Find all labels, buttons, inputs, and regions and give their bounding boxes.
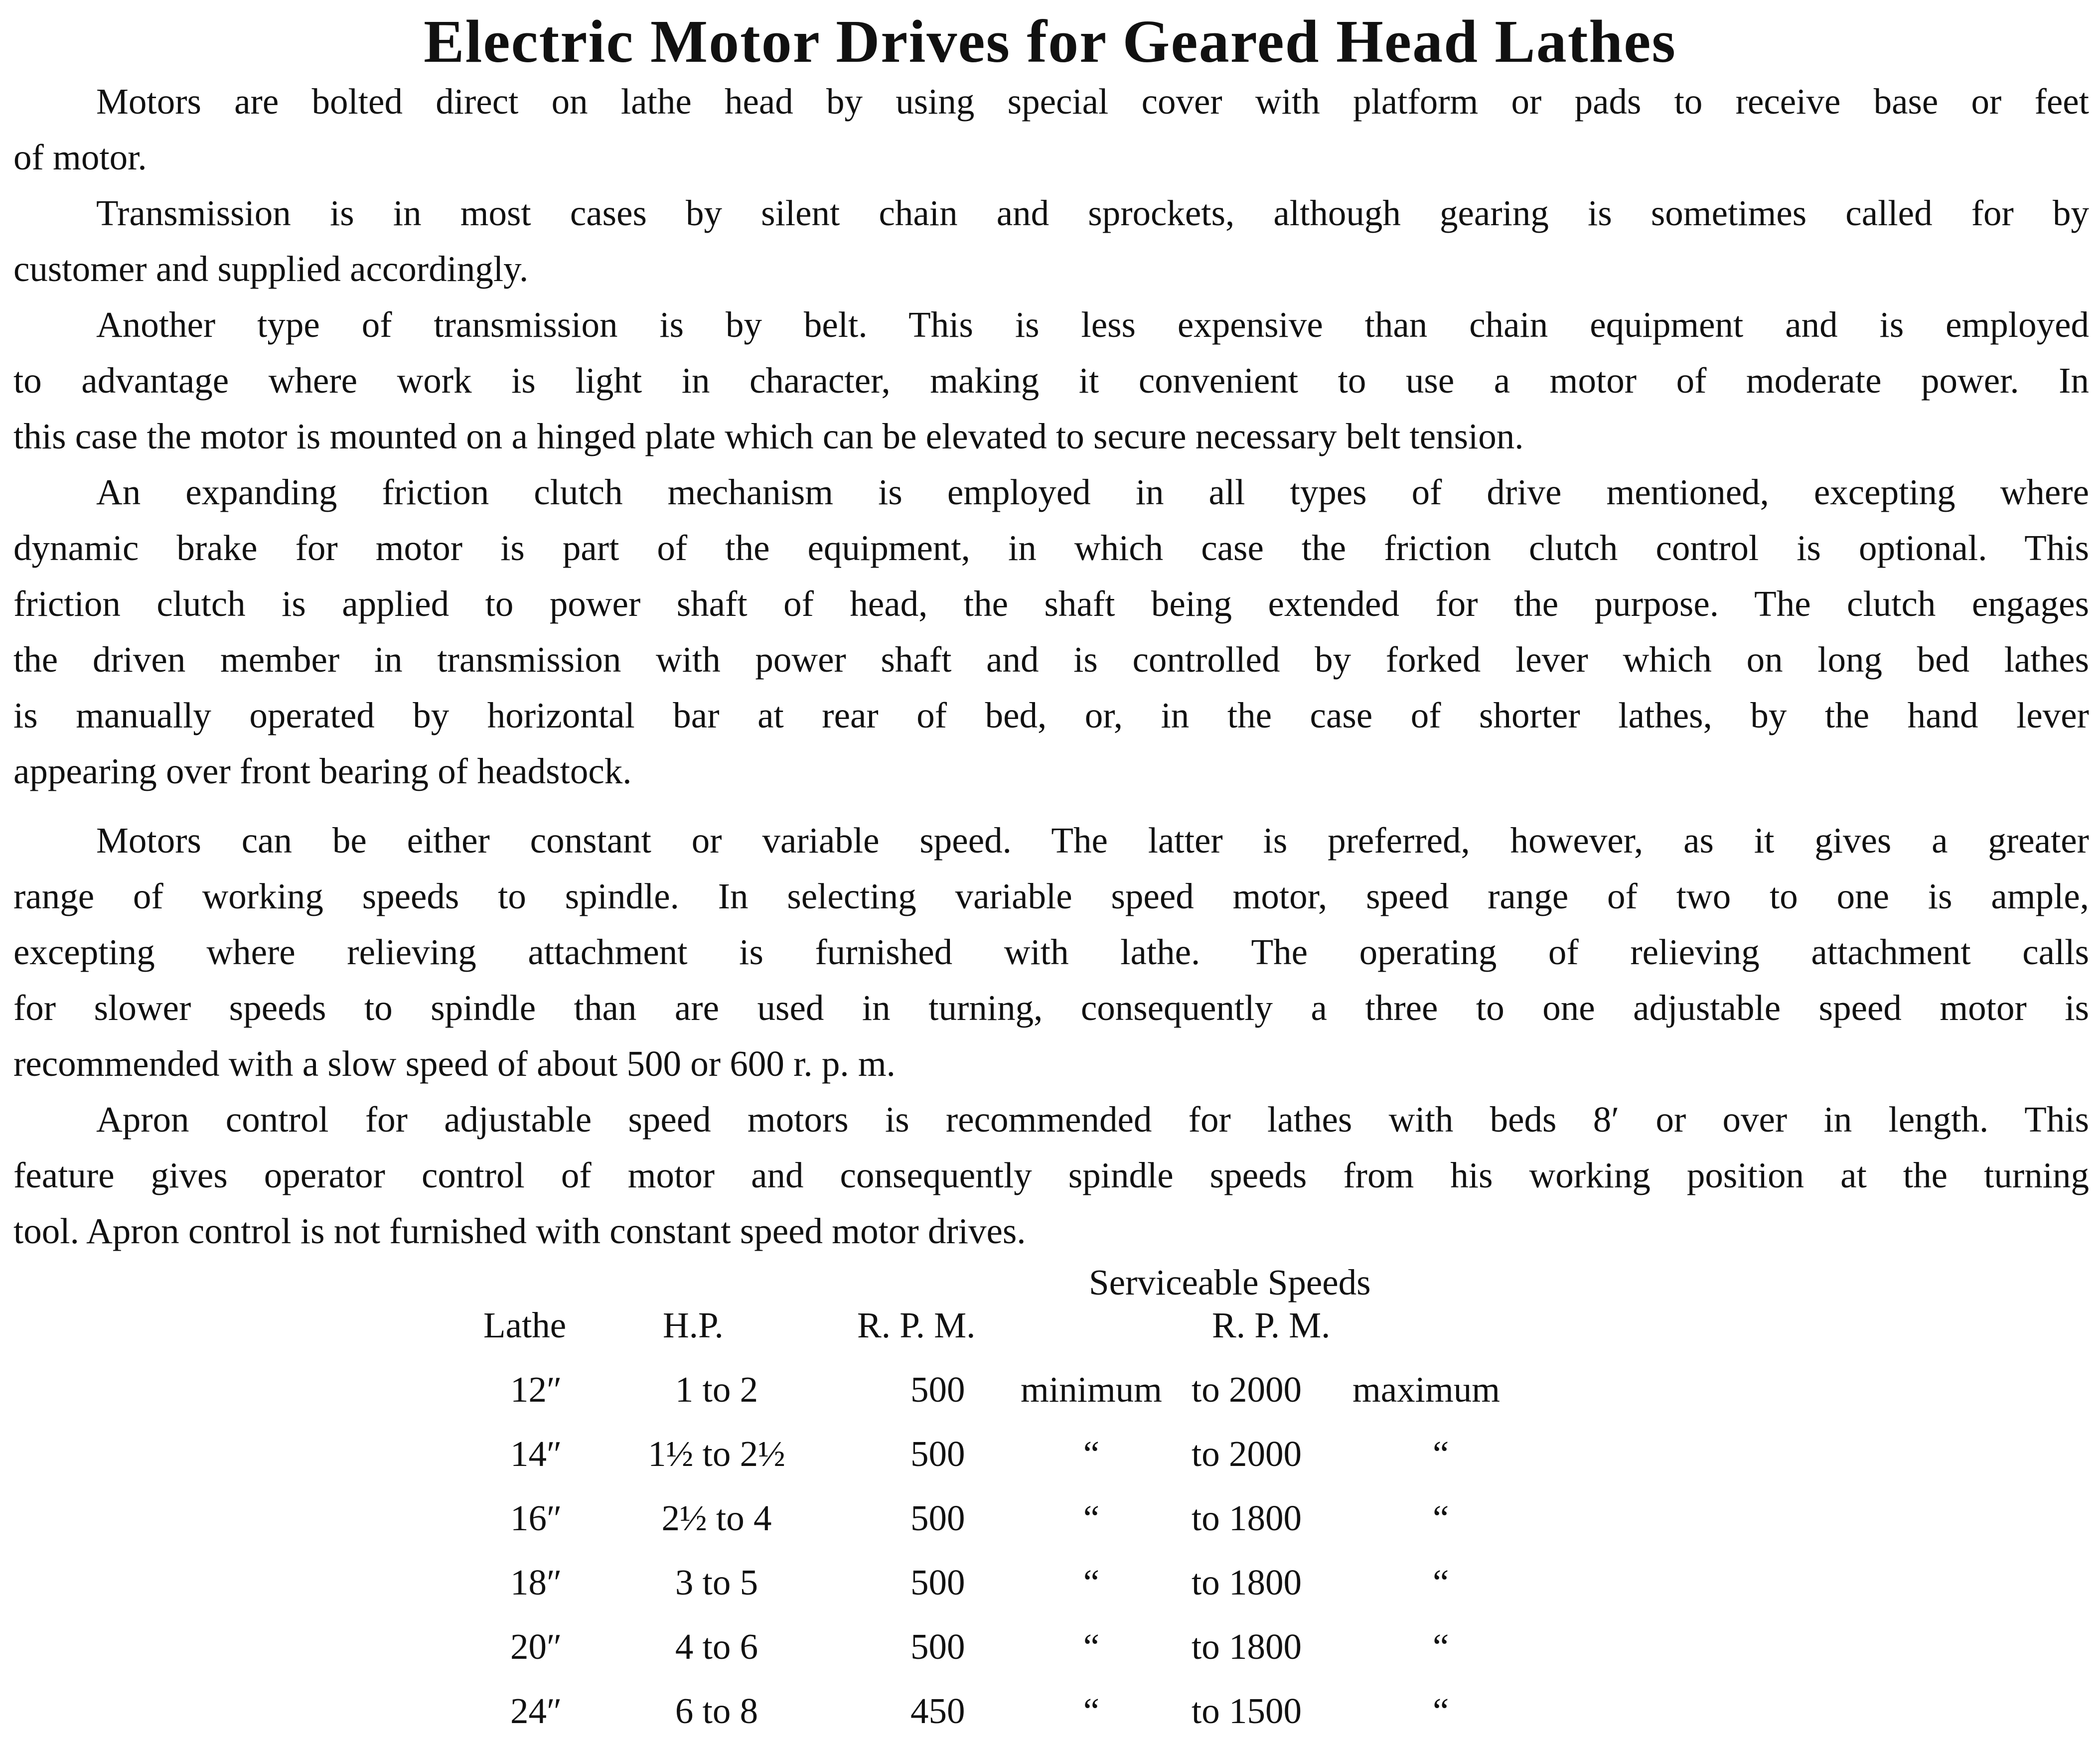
table-header-group: Serviceable Speeds — [1089, 1262, 1371, 1303]
text-line: friction clutch is applied to power shaft of head, the shaft being extended for the purpose. The clutch engages — [13, 583, 2089, 624]
table-cell-horsepower: 1 to 2 — [675, 1369, 758, 1410]
table-cell-max-rpm: to 1500 — [1192, 1691, 1302, 1731]
text-line: Motors can be either constant or variable speed. The latter is preferred, however, as it gives a greater — [96, 820, 2089, 861]
page-title: Electric Motor Drives for Geared Head Lathes — [424, 8, 1676, 75]
table-cell-horsepower: 6 to 8 — [675, 1691, 758, 1731]
table-cell-lathe-size: 16″ — [510, 1498, 562, 1538]
paragraph — [13, 185, 2089, 297]
table-cell-max-label: “ — [1433, 1562, 1449, 1602]
text-line: appearing over front bearing of headstock. — [13, 751, 632, 791]
table-cell-lathe-size: 18″ — [510, 1562, 562, 1602]
table-cell-max-rpm: to 2000 — [1192, 1434, 1302, 1474]
text-line: Apron control for adjustable speed motors is recommended for lathes with beds 8′ or over in length. This — [96, 1099, 2089, 1140]
header-lathe: Lathe — [483, 1305, 567, 1345]
table-cell-max-label: maximum — [1352, 1369, 1500, 1410]
body-text — [13, 74, 2089, 1259]
paragraph — [13, 1092, 2089, 1259]
table-cell-max-label: “ — [1433, 1626, 1449, 1667]
paragraph — [13, 297, 2089, 464]
table-cell-min-rpm: 500 — [910, 1626, 965, 1667]
text-line: the driven member in transmission with power shaft and is controlled by forked lever which on long bed lathes — [13, 639, 2089, 680]
header-rpm: R. P. M. — [857, 1305, 976, 1345]
table-cell-min-label: minimum — [1021, 1369, 1162, 1410]
text-line: this case the motor is mounted on a hinged plate which can be elevated to secure necessary belt tension. — [13, 416, 1524, 456]
table-cell-max-label: “ — [1433, 1434, 1449, 1474]
text-line: is manually operated by horizontal bar at rear of bed, or, in the case of shorter lathes, by the hand lever — [13, 695, 2089, 735]
table-cell-min-label: “ — [1083, 1562, 1100, 1602]
table-cell-lathe-size: 14″ — [510, 1434, 562, 1474]
table-cell-min-label: “ — [1083, 1498, 1100, 1538]
table-cell-max-rpm: to 1800 — [1192, 1498, 1302, 1538]
table-cell-max-rpm: to 1800 — [1192, 1562, 1302, 1602]
text-line: excepting where relieving attachment is furnished with lathe. The operating of relieving attachment calls — [13, 932, 2089, 972]
text-line: Motors are bolted direct on lathe head by using special cover with platform or pads to receive base or feet — [96, 81, 2089, 122]
table-cell-horsepower: 3 to 5 — [675, 1562, 758, 1602]
header-hp: H.P. — [663, 1305, 724, 1345]
table-cell-horsepower: 2½ to 4 — [661, 1498, 772, 1538]
text-line: Another type of transmission is by belt. This is less expensive than chain equipment and is employed — [96, 304, 2089, 345]
table-cell-min-rpm: 500 — [910, 1562, 965, 1602]
text-line: An expanding friction clutch mechanism is employed in all types of drive mentioned, excepting where — [96, 472, 2089, 512]
table-cell-max-label: “ — [1433, 1498, 1449, 1538]
table-cell-lathe-size: 20″ — [510, 1626, 562, 1667]
text-line: to advantage where work is light in character, making it convenient to use a motor of moderate power. In — [13, 360, 2089, 401]
text-line: dynamic brake for motor is part of the equipment, in which case the friction clutch control is optional. This — [13, 528, 2089, 568]
text-line: range of working speeds to spindle. In selecting variable speed motor, speed range of two to one is ample, — [13, 876, 2089, 916]
table-cell-min-rpm: 500 — [910, 1369, 965, 1410]
table-cell-min-rpm: 500 — [910, 1434, 965, 1474]
paragraph — [13, 74, 2089, 185]
text-line: feature gives operator control of motor and consequently spindle speeds from his working position at the turning — [13, 1155, 2089, 1195]
table-cell-min-label: “ — [1083, 1626, 1100, 1667]
table-cell-lathe-size: 12″ — [510, 1369, 562, 1410]
table-cell-min-rpm: 450 — [910, 1691, 965, 1731]
table-cell-max-rpm: to 2000 — [1192, 1369, 1302, 1410]
text-line: Transmission is in most cases by silent chain and sprockets, although gearing is sometimes called for by — [96, 193, 2089, 233]
text-line: customer and supplied accordingly. — [13, 249, 529, 289]
header-serviceable-rpm: R. P. M. — [1212, 1305, 1331, 1345]
table-cell-horsepower: 4 to 6 — [675, 1626, 758, 1667]
table-cell-min-rpm: 500 — [910, 1498, 965, 1538]
text-line: tool. Apron control is not furnished with constant speed motor drives. — [13, 1211, 1026, 1251]
text-line: of motor. — [13, 137, 147, 177]
table-cell-min-label: “ — [1083, 1434, 1100, 1474]
text-line: recommended with a slow speed of about 500 or 600 r. p. m. — [13, 1043, 896, 1084]
paragraph — [13, 464, 2089, 799]
text-line: for slower speeds to spindle than are used in turning, consequently a three to one adjustable speed motor is — [13, 988, 2089, 1028]
table-cell-horsepower: 1½ to 2½ — [648, 1434, 785, 1474]
table-cell-max-label: “ — [1433, 1691, 1449, 1731]
paragraph — [13, 813, 2089, 1092]
table-cell-lathe-size: 24″ — [510, 1691, 562, 1731]
table-cell-min-label: “ — [1083, 1691, 1100, 1731]
table-cell-max-rpm: to 1800 — [1192, 1626, 1302, 1667]
